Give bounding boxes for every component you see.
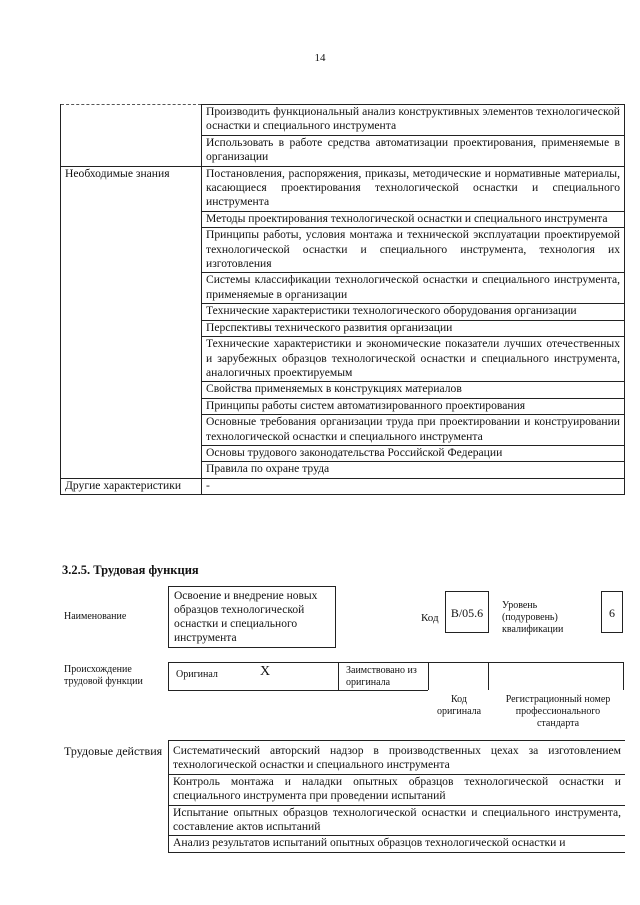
knowledge-row: Свойства применяемых в конструкциях материалов <box>202 382 625 398</box>
knowledge-row: Принципы работы, условия монтажа и технической эксплуатации проектируемой технологической оснастки и специального инструмента, технология их изготовления <box>202 228 625 273</box>
skill-row: Использовать в работе средства автоматизации проектирования, применяемые в организации <box>202 135 625 166</box>
level-label: Уровень (подуровень) квалификации <box>502 600 564 635</box>
code-label: Код <box>421 612 439 624</box>
knowledge-row: Постановления, распоряжения, приказы, методические и нормативные материалы, касающиеся проектирования технологической оснастки и специального инструмента <box>202 166 625 211</box>
knowledge-row: Методы проектирования технологической оснастки и специального инструмента <box>202 211 625 227</box>
action-row: Испытание опытных образцов технологической оснастки и специального инструмента, составление актов испытаний <box>169 805 626 836</box>
knowledge-row: Перспективы технического развития организации <box>202 320 625 336</box>
knowledge-label: Необходимые знания <box>61 166 202 211</box>
action-row: Контроль монтажа и наладки опытных образцов технологической оснастки и специального инструмента при проведении испытаний <box>169 774 626 805</box>
code-value: B/05.6 <box>445 591 489 633</box>
original-mark: X <box>260 664 271 679</box>
knowledge-row: Основы трудового законодательства Российской Федерации <box>202 445 625 461</box>
origin-row-left-border <box>168 662 169 690</box>
knowledge-row: Технические характеристики и экономические показатели лучших отечественных и зарубежных образцов технологической оснастки и специального инструмента, аналогичных проектируемым <box>202 337 625 382</box>
action-row: Анализ результатов испытаний опытных образцов технологической оснастки и <box>169 836 626 852</box>
skill-row: Производить функциональный анализ конструктивных элементов технологической оснастки и специального инструмента <box>202 105 625 136</box>
original-label: Оригинал <box>176 669 218 680</box>
origin-divider <box>338 662 339 690</box>
origin-row-bottom-border <box>168 690 428 691</box>
other-label: Другие характеристики <box>61 478 202 494</box>
knowledge-row: Принципы работы систем автоматизированного проектирования <box>202 398 625 414</box>
origin-divider <box>488 662 489 690</box>
function-name-box: Освоение и внедрение новых образцов технологической оснастки и специального инструмента <box>168 586 336 648</box>
orig-code-label: Код оригинала <box>436 694 482 717</box>
reg-number-label: Регистрационный номер профессионального стандарта <box>505 694 611 729</box>
name-label: Наименование <box>64 611 127 622</box>
knowledge-row: Технические характеристики технологического оборудования организации <box>202 304 625 320</box>
empty-label-cell <box>61 105 202 136</box>
origin-divider <box>428 662 429 690</box>
origin-row-top-border <box>168 662 623 663</box>
section-title: 3.2.5. Трудовая функция <box>62 563 199 577</box>
action-row: Систематический авторский надзор в производственных цехах за изготовлением технологической оснастки и специального инструмента <box>169 741 626 775</box>
knowledge-table <box>60 104 625 495</box>
knowledge-row: Правила по охране труда <box>202 462 625 478</box>
borrowed-label: Заимствовано из оригинала <box>346 665 417 688</box>
page-number: 14 <box>314 52 326 64</box>
actions-table <box>60 740 625 853</box>
knowledge-row: Основные требования организации труда при проектировании и конструировании технологической оснастки и специального инструмента <box>202 415 625 446</box>
actions-label: Трудовые действия <box>64 743 163 758</box>
level-value: 6 <box>601 591 623 633</box>
knowledge-row: Системы классификации технологической оснастки и специального инструмента, применяемые в организации <box>202 273 625 304</box>
origin-label: Происхождение трудовой функции <box>64 664 143 687</box>
other-value: - <box>202 478 625 494</box>
empty-label-cell <box>61 135 202 166</box>
origin-right-border <box>623 662 624 690</box>
